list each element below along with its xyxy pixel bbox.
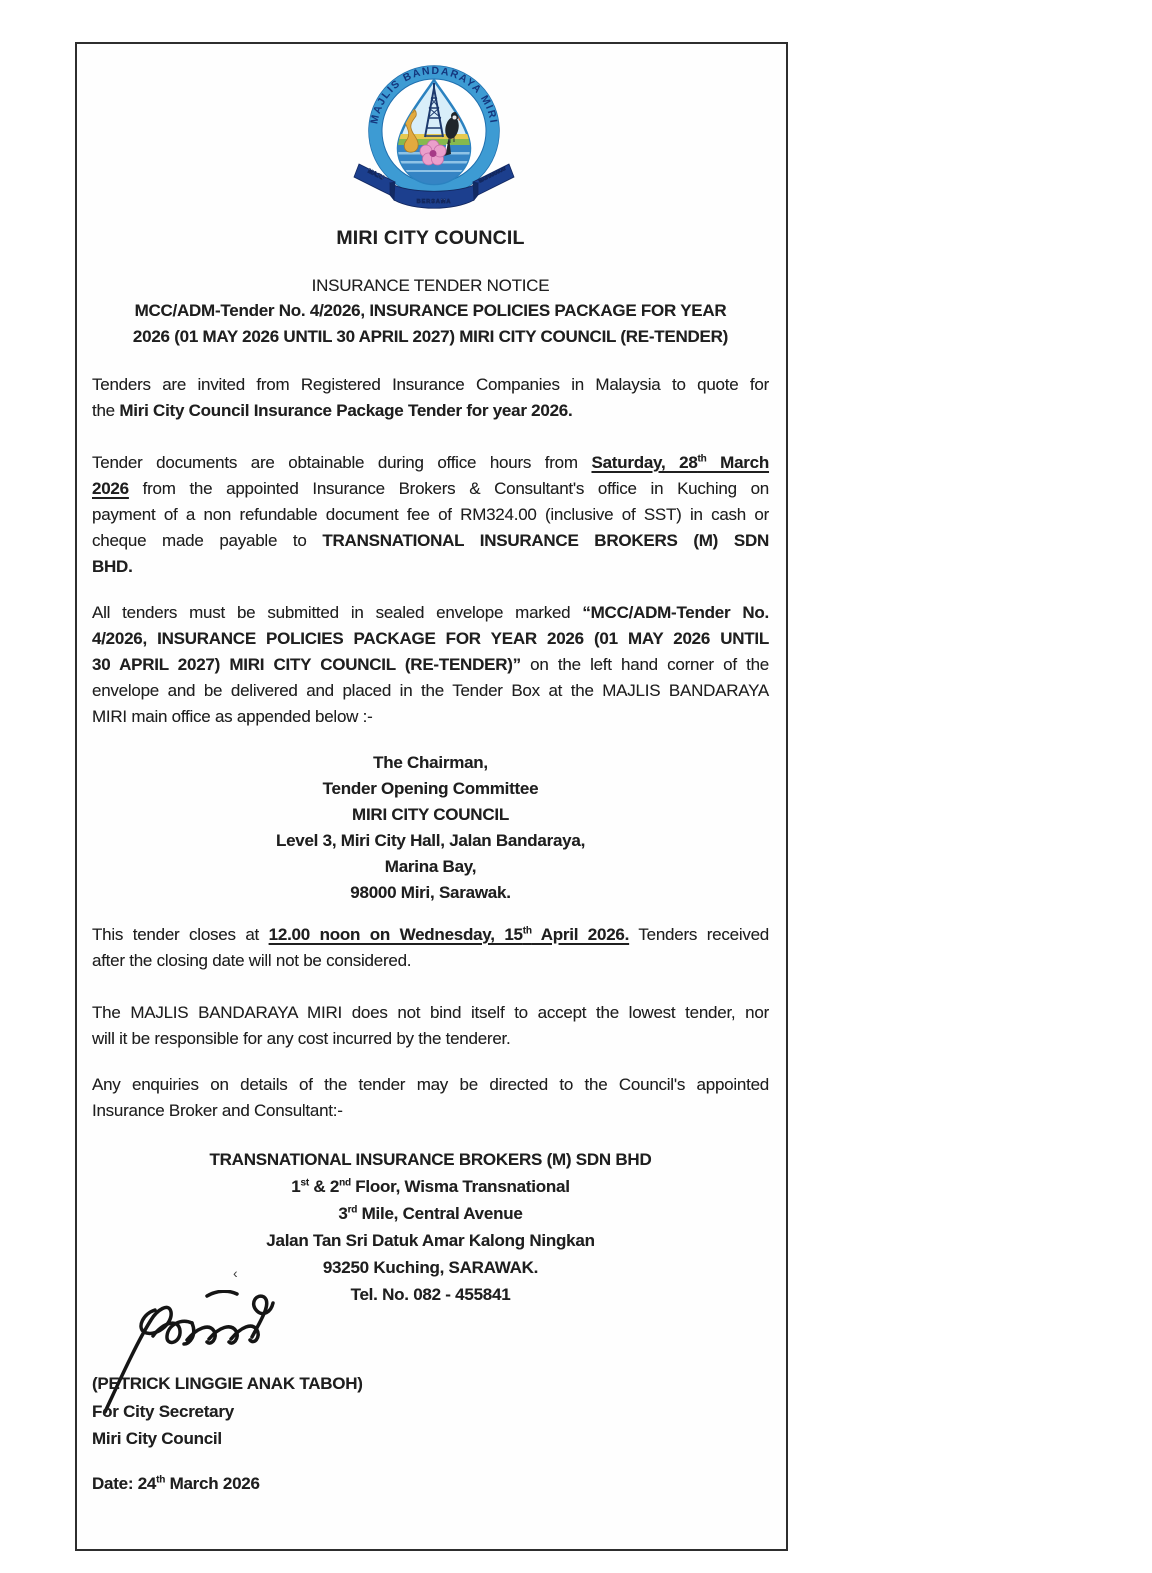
text-line: MCC/ADM-Tender No. 4/2026, INSURANCE POLICIES PACKAGE FOR YEAR (134, 301, 727, 320)
tender-title (92, 298, 769, 350)
text-line: This tender closes at 12.00 noon on Wednesday, 15th April 2026. Tenders received (92, 925, 770, 944)
text-line: 3rd Mile, Central Avenue (338, 1204, 523, 1223)
paragraph-invitation (92, 372, 769, 424)
paragraph-submission (92, 600, 769, 730)
notice-type-subtitle (92, 273, 769, 299)
text-line: Marina Bay, (384, 857, 477, 876)
scan-artifact-mark: ‹ (233, 1265, 238, 1281)
signatory-block (92, 1370, 769, 1453)
text-line: Tender Opening Committee (322, 779, 539, 798)
text-line: The Chairman, (373, 753, 488, 772)
text-line: 4/2026, INSURANCE POLICIES PACKAGE FOR YEAR 2026 (01 MAY 2026 UNTIL (92, 629, 769, 648)
text-line: Date: 24th March 2026 (92, 1474, 260, 1493)
text-line: Tender documents are obtainable during office hours from Saturday, 28th March (92, 453, 770, 472)
text-line: The MAJLIS BANDARAYA MIRI does not bind itself to accept the lowest tender, nor (92, 1003, 769, 1022)
text-line: (PETRICK LINGGIE ANAK TABOH) (92, 1374, 363, 1393)
paragraph-disclaimer (92, 1000, 769, 1052)
council-crest-logo (349, 64, 519, 214)
motto-word-left: MAJU (366, 168, 385, 182)
text-line: Level 3, Miri City Hall, Jalan Bandaraya, (275, 831, 586, 850)
motto-word-center: BERSAMA (416, 199, 452, 205)
text-line: Tel. No. 082 - 455841 (350, 1285, 511, 1304)
paragraph-enquiries (92, 1072, 769, 1124)
text-line: BHD. (92, 557, 133, 576)
text-line: Insurance Broker and Consultant:- (92, 1101, 343, 1120)
text-line: All tenders must be submitted in sealed envelope marked “MCC/ADM-Tender No. (92, 603, 769, 622)
text-line: Miri City Council (92, 1429, 222, 1448)
text-line: 93250 Kuching, SARAWAK. (322, 1258, 539, 1277)
text-line: 98000 Miri, Sarawak. (350, 883, 511, 902)
text-line: Any enquiries on details of the tender may be directed to the Council's appointed (92, 1075, 769, 1094)
text-line: will it be responsible for any cost incurred by the tenderer. (92, 1029, 511, 1048)
text-line: the Miri City Council Insurance Package Tender for year 2026. (92, 401, 573, 420)
text-line: INSURANCE TENDER NOTICE (311, 276, 550, 295)
text-line: Jalan Tan Sri Datuk Amar Kalong Ningkan (266, 1231, 595, 1250)
tender-box-address-block (92, 750, 769, 906)
text-line: For City Secretary (92, 1401, 234, 1421)
text-line: 1st & 2nd Floor, Wisma Transnational (291, 1177, 570, 1196)
text-line: after the closing date will not be considered. (92, 951, 412, 970)
text-line: cheque made payable to TRANSNATIONAL INSURANCE BROKERS (M) SDN (92, 531, 769, 550)
text-line: TRANSNATIONAL INSURANCE BROKERS (M) SDN BHD (209, 1150, 652, 1169)
text-line: 30 APRIL 2027) MIRI CITY COUNCIL (RE-TENDER)” on the left hand corner of the (92, 655, 769, 674)
text-line: MIRI CITY COUNCIL (336, 227, 525, 249)
text-line: 2026 (01 MAY 2026 UNTIL 30 APRIL 2027) MIRI CITY COUNCIL (RE-TENDER) (132, 327, 729, 346)
text-line: 2026 from the appointed Insurance Brokers & Consultant's office in Kuching on (92, 479, 769, 498)
paragraph-document-fee (92, 450, 769, 580)
council-name-heading (92, 225, 769, 251)
crest-ring-text: MAJLIS BANDARAYA MIRI (368, 64, 500, 126)
broker-address-block (92, 1146, 769, 1308)
text-line: MIRI CITY COUNCIL (352, 805, 509, 824)
paragraph-closing-date (92, 922, 769, 974)
text-line: Tenders are invited from Registered Insurance Companies in Malaysia to quote for (92, 375, 769, 394)
text-line: payment of a non refundable document fee of RM324.00 (inclusive of SST) in cash or (92, 505, 769, 524)
document-border (75, 42, 788, 1551)
motto-word-right: MASYARAKAT (477, 165, 507, 184)
date-line (92, 1471, 769, 1497)
text-line: envelope and be delivered and placed in the Tender Box at the MAJLIS BANDARAYA (92, 681, 769, 700)
text-line: MIRI main office as appended below :- (92, 707, 373, 726)
